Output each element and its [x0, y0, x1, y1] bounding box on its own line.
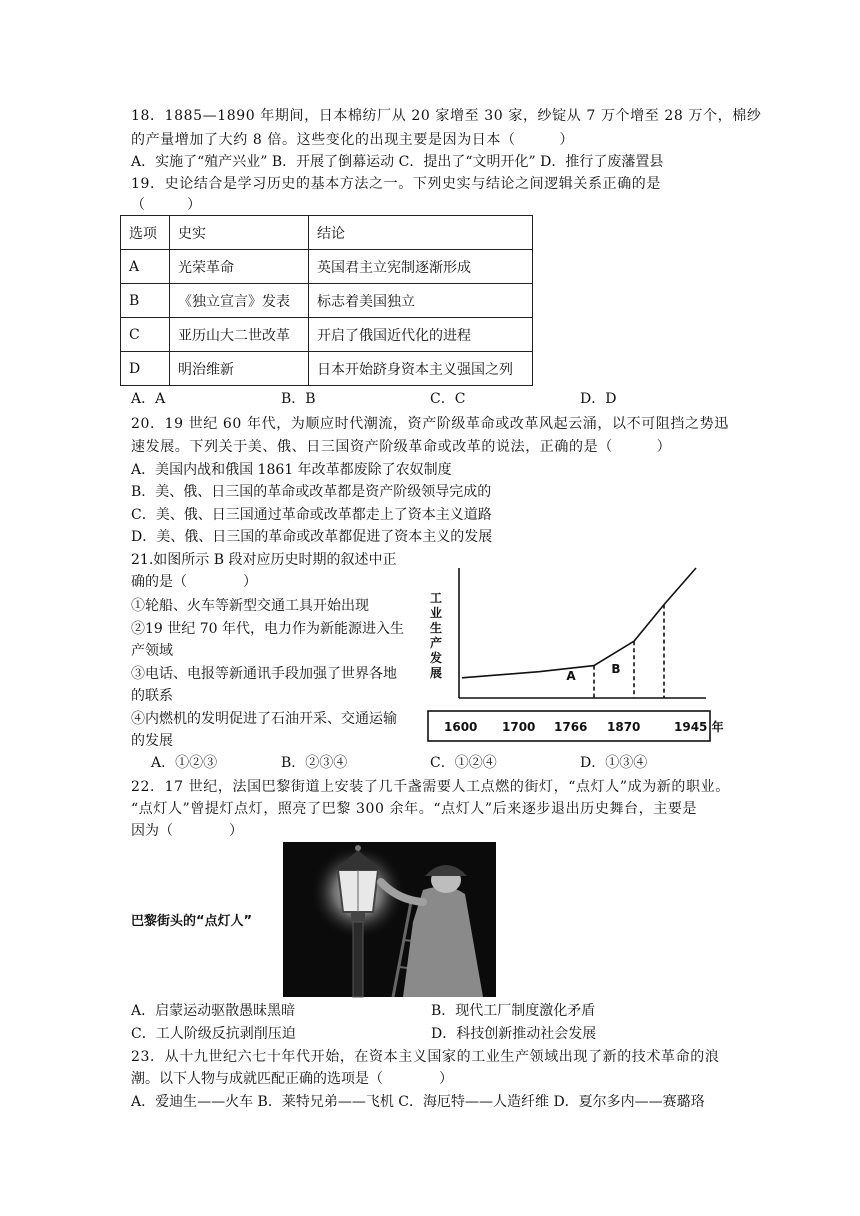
table-header: 结论: [309, 216, 533, 250]
q23-stem-line2: 潮。以下人物与成就匹配正确的选项是（ ）: [131, 1071, 453, 1087]
table-cell: 英国君主立宪制逐渐形成: [309, 250, 533, 284]
segment-label-b: B: [611, 662, 621, 676]
q22-option-a: A．启蒙运动驱散愚昧黑暗: [131, 1003, 296, 1019]
q21-stem-line1: 21.如图所示 B 段对应历史时期的叙述中正: [131, 552, 397, 568]
photo-caption: 巴黎街头的“点灯人”: [131, 914, 253, 929]
q23-stem-line1: 23．从十九世纪六七十年代开始，在资本主义国家的工业生产领域出现了新的技术革命的浪: [131, 1049, 720, 1065]
table-row: [121, 250, 533, 284]
table-row: [121, 352, 533, 386]
table-header: 选项: [121, 216, 170, 250]
q19-option-d: D．D: [580, 391, 617, 407]
q18-stem-line1: 18．1885—1890 年期间，日本棉纺厂从 20 家增至 30 家，纱锭从 7 万个增至 28 万个，棉纱: [131, 108, 762, 124]
q20-option-c: C．美、俄、日三国通过革命或改革都走上了资本主义道路: [131, 507, 492, 523]
q19-table: [120, 215, 533, 386]
table-cell: 标志着美国独立: [309, 284, 533, 318]
q22-stem-line3: 因为（ ）: [131, 823, 243, 839]
q19-option-a: A．A: [131, 391, 166, 407]
q19-stem-line2: （ ）: [131, 197, 201, 213]
q22-option-d: D．科技创新推动社会发展: [431, 1026, 597, 1042]
q20-stem-line2: 速发展。下列关于美、俄、日三国资产阶级革命或改革的说法，正确的是（ ）: [131, 439, 672, 455]
table-cell: B: [121, 284, 170, 318]
table-cell: 亚历山大二世改革: [170, 318, 309, 352]
y-axis-label-char: 生: [429, 621, 443, 635]
x-tick-label: 1945 年: [674, 720, 724, 734]
table-header-row: [121, 216, 533, 250]
y-axis-label-char: 展: [429, 666, 443, 680]
q21-statement-1: ①轮船、火车等新型交通工具开始出现: [131, 598, 369, 614]
q21-statement-2-cont: 产领域: [131, 643, 173, 659]
q20-option-d: D．美、俄、日三国的革命或改革都促进了资本主义的发展: [131, 529, 493, 545]
q21-stem-line2: 确的是（ ）: [131, 574, 257, 590]
y-axis-label-char: 工: [429, 591, 443, 605]
x-tick-label: 1870: [607, 720, 641, 734]
lamplighter-photo: [283, 842, 496, 997]
q20-option-b: B．美、俄、日三国的革命或改革都是资产阶级领导完成的: [131, 484, 492, 500]
q19-option-c: C．C: [430, 391, 466, 407]
table-row: [121, 318, 533, 352]
q22-stem-line2: “点灯人”曾提灯点灯，照亮了巴黎 300 余年。“点灯人”后来逐步退出历史舞台，主要是: [131, 801, 698, 817]
q20-option-a: A．美国内战和俄国 1861 年改革都废除了农奴制度: [131, 462, 452, 478]
q21-statement-4-cont: 的发展: [131, 733, 173, 749]
series-line: [462, 568, 696, 678]
q21-option-b: B．②③④: [281, 755, 348, 771]
segment-label-a: A: [566, 669, 576, 683]
q21-statement-3-cont: 的联系: [131, 688, 173, 704]
q18-options: A．实施了“殖产兴业” B．开展了倒幕运动 C．提出了“文明开化” D．推行了废藩置县: [131, 154, 664, 170]
y-axis-label: [429, 591, 442, 680]
q18-stem-line2: 的产量增加了大约 8 倍。这些变化的出现主要是因为日本（ ）: [131, 132, 575, 148]
y-axis-label-char: 发: [429, 651, 443, 665]
table-cell: 开启了俄国近代化的进程: [309, 318, 533, 352]
q21-statement-4: ④内燃机的发明促进了石油开采、交通运输: [131, 711, 397, 727]
x-tick-label: 1766: [554, 720, 588, 734]
q21-statement-2: ②19 世纪 70 年代，电力作为新能源进入生: [131, 621, 404, 637]
y-axis-label-char: 业: [429, 606, 443, 620]
x-tick-label: 1700: [502, 720, 536, 734]
table-cell: A: [121, 250, 170, 284]
table-cell: 明治维新: [170, 352, 309, 386]
q20-stem-line1: 20．19 世纪 60 年代，为顺应时代潮流，资产阶级革命或改革风起云涌，以不可阻挡之势迅: [131, 416, 729, 432]
table-cell: D: [121, 352, 170, 386]
q22-option-c: C．工人阶级反抗剥削压迫: [131, 1026, 296, 1042]
table-header: 史实: [170, 216, 309, 250]
table-cell: C: [121, 318, 170, 352]
q21-option-d: D．①③④: [580, 755, 648, 771]
q23-options: A．爱迪生——火车 B．莱特兄弟——飞机 C．海厄特——人造纤维 D．夏尔多内——赛璐珞: [131, 1094, 705, 1110]
table-cell: 日本开始跻身资本主义强国之列: [309, 352, 533, 386]
q21-statement-3: ③电话、电报等新通讯手段加强了世界各地: [131, 666, 397, 682]
q21-option-a: A．①②③: [151, 755, 218, 771]
q22-option-b: B．现代工厂制度激化矛盾: [431, 1003, 596, 1019]
y-axis-label-char: 产: [429, 636, 443, 650]
q19-stem-line1: 19．史论结合是学习历史的基本方法之一。下列史实与结论之间逻辑关系正确的是: [131, 176, 662, 192]
table-cell: 光荣革命: [170, 250, 309, 284]
x-tick-label: 1600: [444, 720, 478, 734]
table-cell: 《独立宣言》发表: [170, 284, 309, 318]
q19-option-b: B．B: [281, 391, 316, 407]
industrial-development-chart: [424, 560, 724, 745]
table-row: [121, 284, 533, 318]
q21-option-c: C．①②④: [430, 755, 497, 771]
q22-stem-line1: 22．17 世纪，法国巴黎街道上安装了几千盏需要人工点燃的街灯，“点灯人”成为新的职业。: [131, 779, 730, 795]
